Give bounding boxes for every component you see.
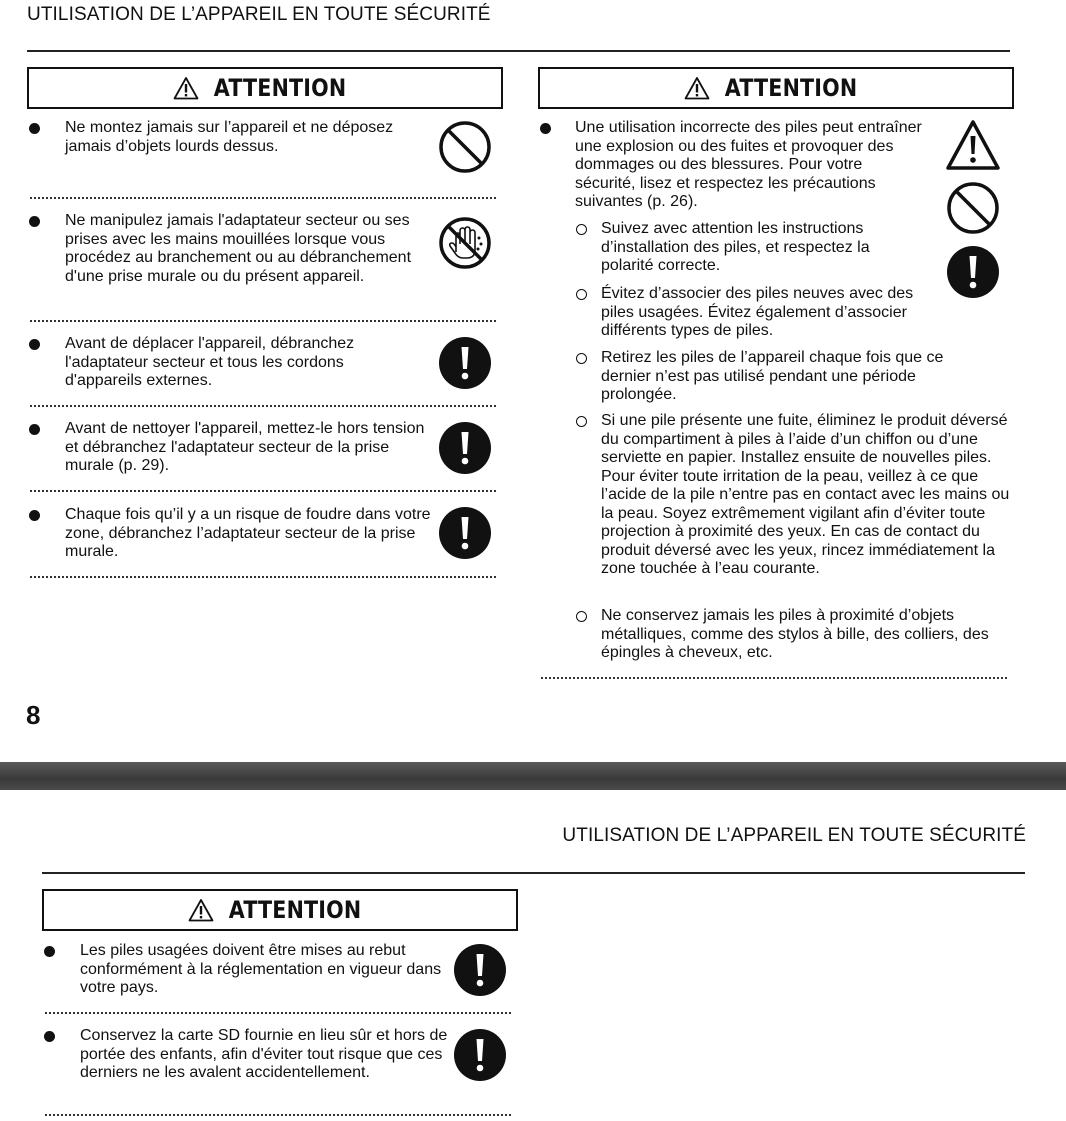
sub-bullet <box>576 289 587 300</box>
mandatory-action-icon <box>453 943 507 997</box>
warning-triangle-icon <box>173 76 199 100</box>
dotted-separator <box>30 197 496 199</box>
page-divider <box>0 762 1066 790</box>
warning-triangle-icon <box>684 76 710 100</box>
list-item: Ne manipulez jamais l'adaptateur secteur ou ses prises avec les mains mouillées lorsque vous procédez au branchement ou au débranchement d'une prise murale ou du présent appareil. <box>65 212 412 285</box>
attention-label: ATTENTION <box>213 74 347 102</box>
sub-list-item: Ne conservez jamais les piles à proximité d’objets métalliques, comme des stylos à bille, des colliers, des épingles à cheveux, etc. <box>601 607 989 661</box>
prohibited-icon <box>946 181 1000 235</box>
dotted-separator <box>30 576 496 578</box>
list-item: Conservez la carte SD fournie en lieu sûr et hors de portée des enfants, afin d'éviter tout risque que ces derniers ne les avalent accidentellement. <box>80 1027 448 1081</box>
dotted-separator <box>45 1114 511 1116</box>
mandatory-action-icon <box>453 1028 507 1082</box>
dotted-separator <box>30 320 496 322</box>
bullet <box>29 339 40 350</box>
list-item: Avant de déplacer l'appareil, débranchez l'adaptateur secteur et tous les cordons d'appareils externes. <box>65 335 355 389</box>
header-rule <box>42 872 1025 874</box>
warning-triangle-icon <box>188 898 214 922</box>
page-header-title: UTILISATION DE L’APPAREIL EN TOUTE SÉCURITÉ <box>562 825 1026 846</box>
mandatory-action-icon <box>438 421 492 475</box>
list-item: Les piles usagées doivent être mises au rebut conformément à la réglementation en vigueur dans votre pays. <box>80 942 442 996</box>
bullet <box>29 424 40 435</box>
bullet <box>44 946 55 957</box>
mandatory-action-icon <box>946 245 1000 299</box>
attention-box <box>27 67 503 109</box>
sub-bullet <box>576 416 587 427</box>
sub-list-item: Si une pile présente une fuite, éliminez le produit déversé du compartiment à piles à l’aide d’un chiffon ou d’une serviette en papier. Installez ensuite de nouvelles piles. Pour éviter toute irritation de la peau, veillez à ce que l’acide de la pile n’entre pas en contact avec les mains ou la peau. Soyez extrêmement vigilant afin d’éviter toute projection à proximité des yeux. En cas de contact du produit déversé avec les yeux, rincez immédiatement la zone touchée à l’eau courante. <box>601 412 1010 577</box>
battery-intro-text: Une utilisation incorrecte des piles peut entraîner une explosion ou des fuites et provoquer des dommages ou des blessures. Pour votre sécurité, lisez et respectez les précautions suivantes (p. 26). <box>575 119 922 210</box>
mandatory-action-icon <box>438 336 492 390</box>
bullet <box>29 510 40 521</box>
list-item: Avant de nettoyer l'appareil, mettez-le hors tension et débranchez l'adaptateur secteur de la prise murale (p. 29). <box>65 420 425 474</box>
dotted-separator <box>30 490 496 492</box>
dotted-separator <box>45 1012 511 1014</box>
list-item: Chaque fois qu’il y a un risque de foudre dans votre zone, débranchez l’adaptateur secteur de la prise murale. <box>65 506 431 560</box>
attention-label: ATTENTION <box>228 896 362 924</box>
page-header-title: UTILISATION DE L’APPAREIL EN TOUTE SÉCURITÉ <box>27 4 491 25</box>
caution-triangle-icon <box>946 119 1000 173</box>
bullet <box>29 216 40 227</box>
sub-bullet <box>576 611 587 622</box>
bullet <box>540 123 551 134</box>
no-wet-hands-icon <box>438 216 492 270</box>
dotted-separator <box>30 405 496 407</box>
sub-list-item: Évitez d’associer des piles neuves avec des piles usagées. Évitez également d’associer différents types de piles. <box>601 285 914 339</box>
list-item: Ne montez jamais sur l’appareil et ne déposez jamais d’objets lourds dessus. <box>65 119 394 155</box>
page-number: 8 <box>26 700 41 730</box>
prohibited-icon <box>438 120 492 174</box>
sub-list-item: Retirez les piles de l’appareil chaque fois que ce dernier n’est pas utilisé pendant une période prolongée. <box>601 349 944 403</box>
bullet <box>44 1031 55 1042</box>
attention-box <box>538 67 1014 109</box>
attention-label: ATTENTION <box>724 74 858 102</box>
sub-list-item: Suivez avec attention les instructions d’installation des piles, et respectez la polarité correcte. <box>601 220 870 274</box>
attention-box <box>42 889 518 931</box>
mandatory-action-icon <box>438 506 492 560</box>
sub-bullet <box>576 224 587 235</box>
sub-bullet <box>576 353 587 364</box>
bullet <box>29 123 40 134</box>
header-rule <box>27 50 1010 52</box>
dotted-separator <box>541 677 1007 679</box>
